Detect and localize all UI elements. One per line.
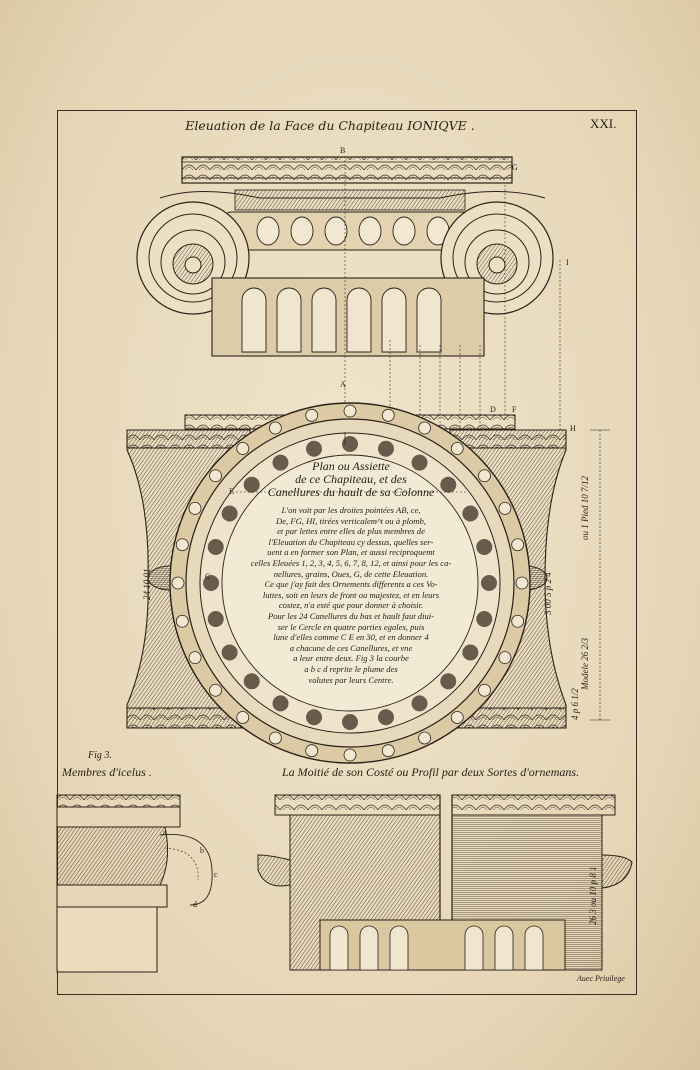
plate-number: XXI. — [590, 116, 617, 131]
ring-bead — [269, 732, 281, 744]
letter-marker-a: A — [340, 380, 346, 389]
ring-bead — [189, 502, 201, 514]
plan-body-line: luttes, soit en leurs de front ou majestez, et en leurs — [262, 589, 440, 600]
plan-body-line: ser le Cercle en quatre parties egales, puis — [277, 621, 425, 632]
ring-bead — [516, 577, 528, 589]
letter-marker-e: E — [229, 487, 234, 496]
scale-line — [590, 430, 610, 720]
membres-caption: Membres d'icelus . — [62, 765, 152, 779]
plan-body-line: a leur entre deux. Fig 3 la courbe — [293, 653, 409, 664]
ring-bead — [499, 502, 511, 514]
letter-marker-a-profile: a — [163, 828, 167, 837]
plan-body — [222, 505, 480, 685]
scale-modele-label: Modele 26 2/3 — [580, 638, 590, 690]
ring-bead — [306, 745, 318, 757]
letter-marker-h: H — [570, 424, 576, 433]
flute-mark — [273, 695, 289, 711]
plan-body-line: De, FG, HI, tirées verticalem^t ou à plomb, — [276, 515, 426, 526]
ring-bead — [237, 443, 249, 455]
flute-mark — [342, 436, 358, 452]
plan-body-line: volutes par leurs Centre. — [308, 674, 394, 685]
dimension-base: 4 p 6 1/2 — [570, 688, 580, 720]
letter-marker-b-profile: b — [200, 846, 204, 855]
plan-body-line: Pour les 24 Canellures du bas et hault faut diui- — [267, 610, 435, 621]
profile-caption: La Moitié de son Costé ou Profil par deux Sortes d'ornemans. — [282, 765, 580, 779]
ring-bead — [210, 470, 222, 482]
letter-marker-g: G — [512, 163, 518, 172]
flute-mark — [342, 714, 358, 730]
letter-marker-i: I — [566, 258, 569, 267]
ring-bead — [344, 749, 356, 761]
ring-bead — [210, 684, 222, 696]
ring-bead — [382, 745, 394, 757]
dimension-bottom-right: 26 3 ou 10 p 8 1 — [588, 866, 598, 925]
plan-body-line: nellures, grains, Oues, G, de cette Eleuation. — [273, 568, 429, 579]
ring-bead — [237, 711, 249, 723]
ring-bead — [382, 409, 394, 421]
plan-body-line: costez, n'a esté que pour donner à choisir. — [278, 600, 424, 611]
ring-bead — [344, 405, 356, 417]
capital-elevation — [137, 157, 560, 432]
ring-bead — [176, 539, 188, 551]
ring-bead — [306, 409, 318, 421]
plan-body-line: lune d'elles comme C E en 30, et en donner 4 — [273, 632, 429, 643]
ring-bead — [172, 577, 184, 589]
plan-heading — [222, 460, 480, 499]
ring-bead — [189, 652, 201, 664]
letter-marker-d-profile: d — [193, 900, 197, 909]
ring-bead — [176, 615, 188, 627]
plan-body-line: a chacune de ces Canellures, et vne — [289, 642, 413, 653]
ring-bead — [478, 684, 490, 696]
plan-heading-line: Canellures du hault de sa Colonne — [267, 485, 435, 499]
ring-bead — [478, 470, 490, 482]
ring-bead — [419, 732, 431, 744]
flute-mark — [306, 441, 322, 457]
ring-bead — [451, 443, 463, 455]
abacus — [182, 157, 512, 183]
dimension-right: 3 00 5 p 2 4 — [543, 572, 553, 615]
privilege-signature: Auec Priuilege — [577, 974, 625, 983]
ring-bead — [269, 422, 281, 434]
dimension-left: 24 10 01 — [142, 568, 152, 600]
plan-description — [222, 460, 480, 685]
plan-body-line: L'on voit par les droites pointées AB, ce, — [281, 505, 421, 515]
letter-marker-d: D — [490, 405, 496, 414]
side-profile — [258, 795, 632, 970]
flute-mark — [412, 695, 428, 711]
scale-pied-label: ou 1 Pied 10 7/12 — [580, 476, 590, 540]
ring-bead — [451, 711, 463, 723]
ring-bead — [512, 539, 524, 551]
plan-body-line: celles Eleuées 1, 2, 3, 4, 5, 6, 7, 8, 12, et ainsi pour les ca- — [250, 557, 452, 568]
profile-members — [57, 795, 212, 972]
letter-marker-c: C — [205, 572, 211, 581]
plan-body-line: l'Eleuation du Chapiteau cy dessus, quelles ser- — [268, 536, 434, 547]
letter-marker-f: F — [512, 405, 517, 414]
letter-marker-b: B — [340, 146, 346, 155]
flute-mark — [481, 575, 497, 591]
flute-mark — [378, 441, 394, 457]
plan-body-line: Ce que j'ay fait des Ornements differents a ces Vo- — [264, 579, 438, 590]
plan-body-line: et par lettes entre elles de plus membres de — [277, 526, 425, 537]
ring-bead — [499, 652, 511, 664]
flute-mark — [306, 709, 322, 725]
ring-bead — [419, 422, 431, 434]
plan-body-line: uent a en former son Plan, et aussi reciproquemt — [267, 547, 435, 558]
plan-heading-line: de ce Chapiteau, et des — [295, 472, 407, 486]
plan-heading-line: Plan ou Assiette — [312, 459, 390, 473]
flute-mark — [378, 709, 394, 725]
ring-bead — [512, 615, 524, 627]
plate-title: Eleuation de la Face du Chapiteau IONIQVE . — [185, 118, 475, 133]
plan-body-line: a b c d reprite le plume des — [304, 663, 398, 674]
letter-marker-c-profile: c — [214, 870, 218, 879]
figure-label: Fig 3. — [88, 750, 112, 761]
